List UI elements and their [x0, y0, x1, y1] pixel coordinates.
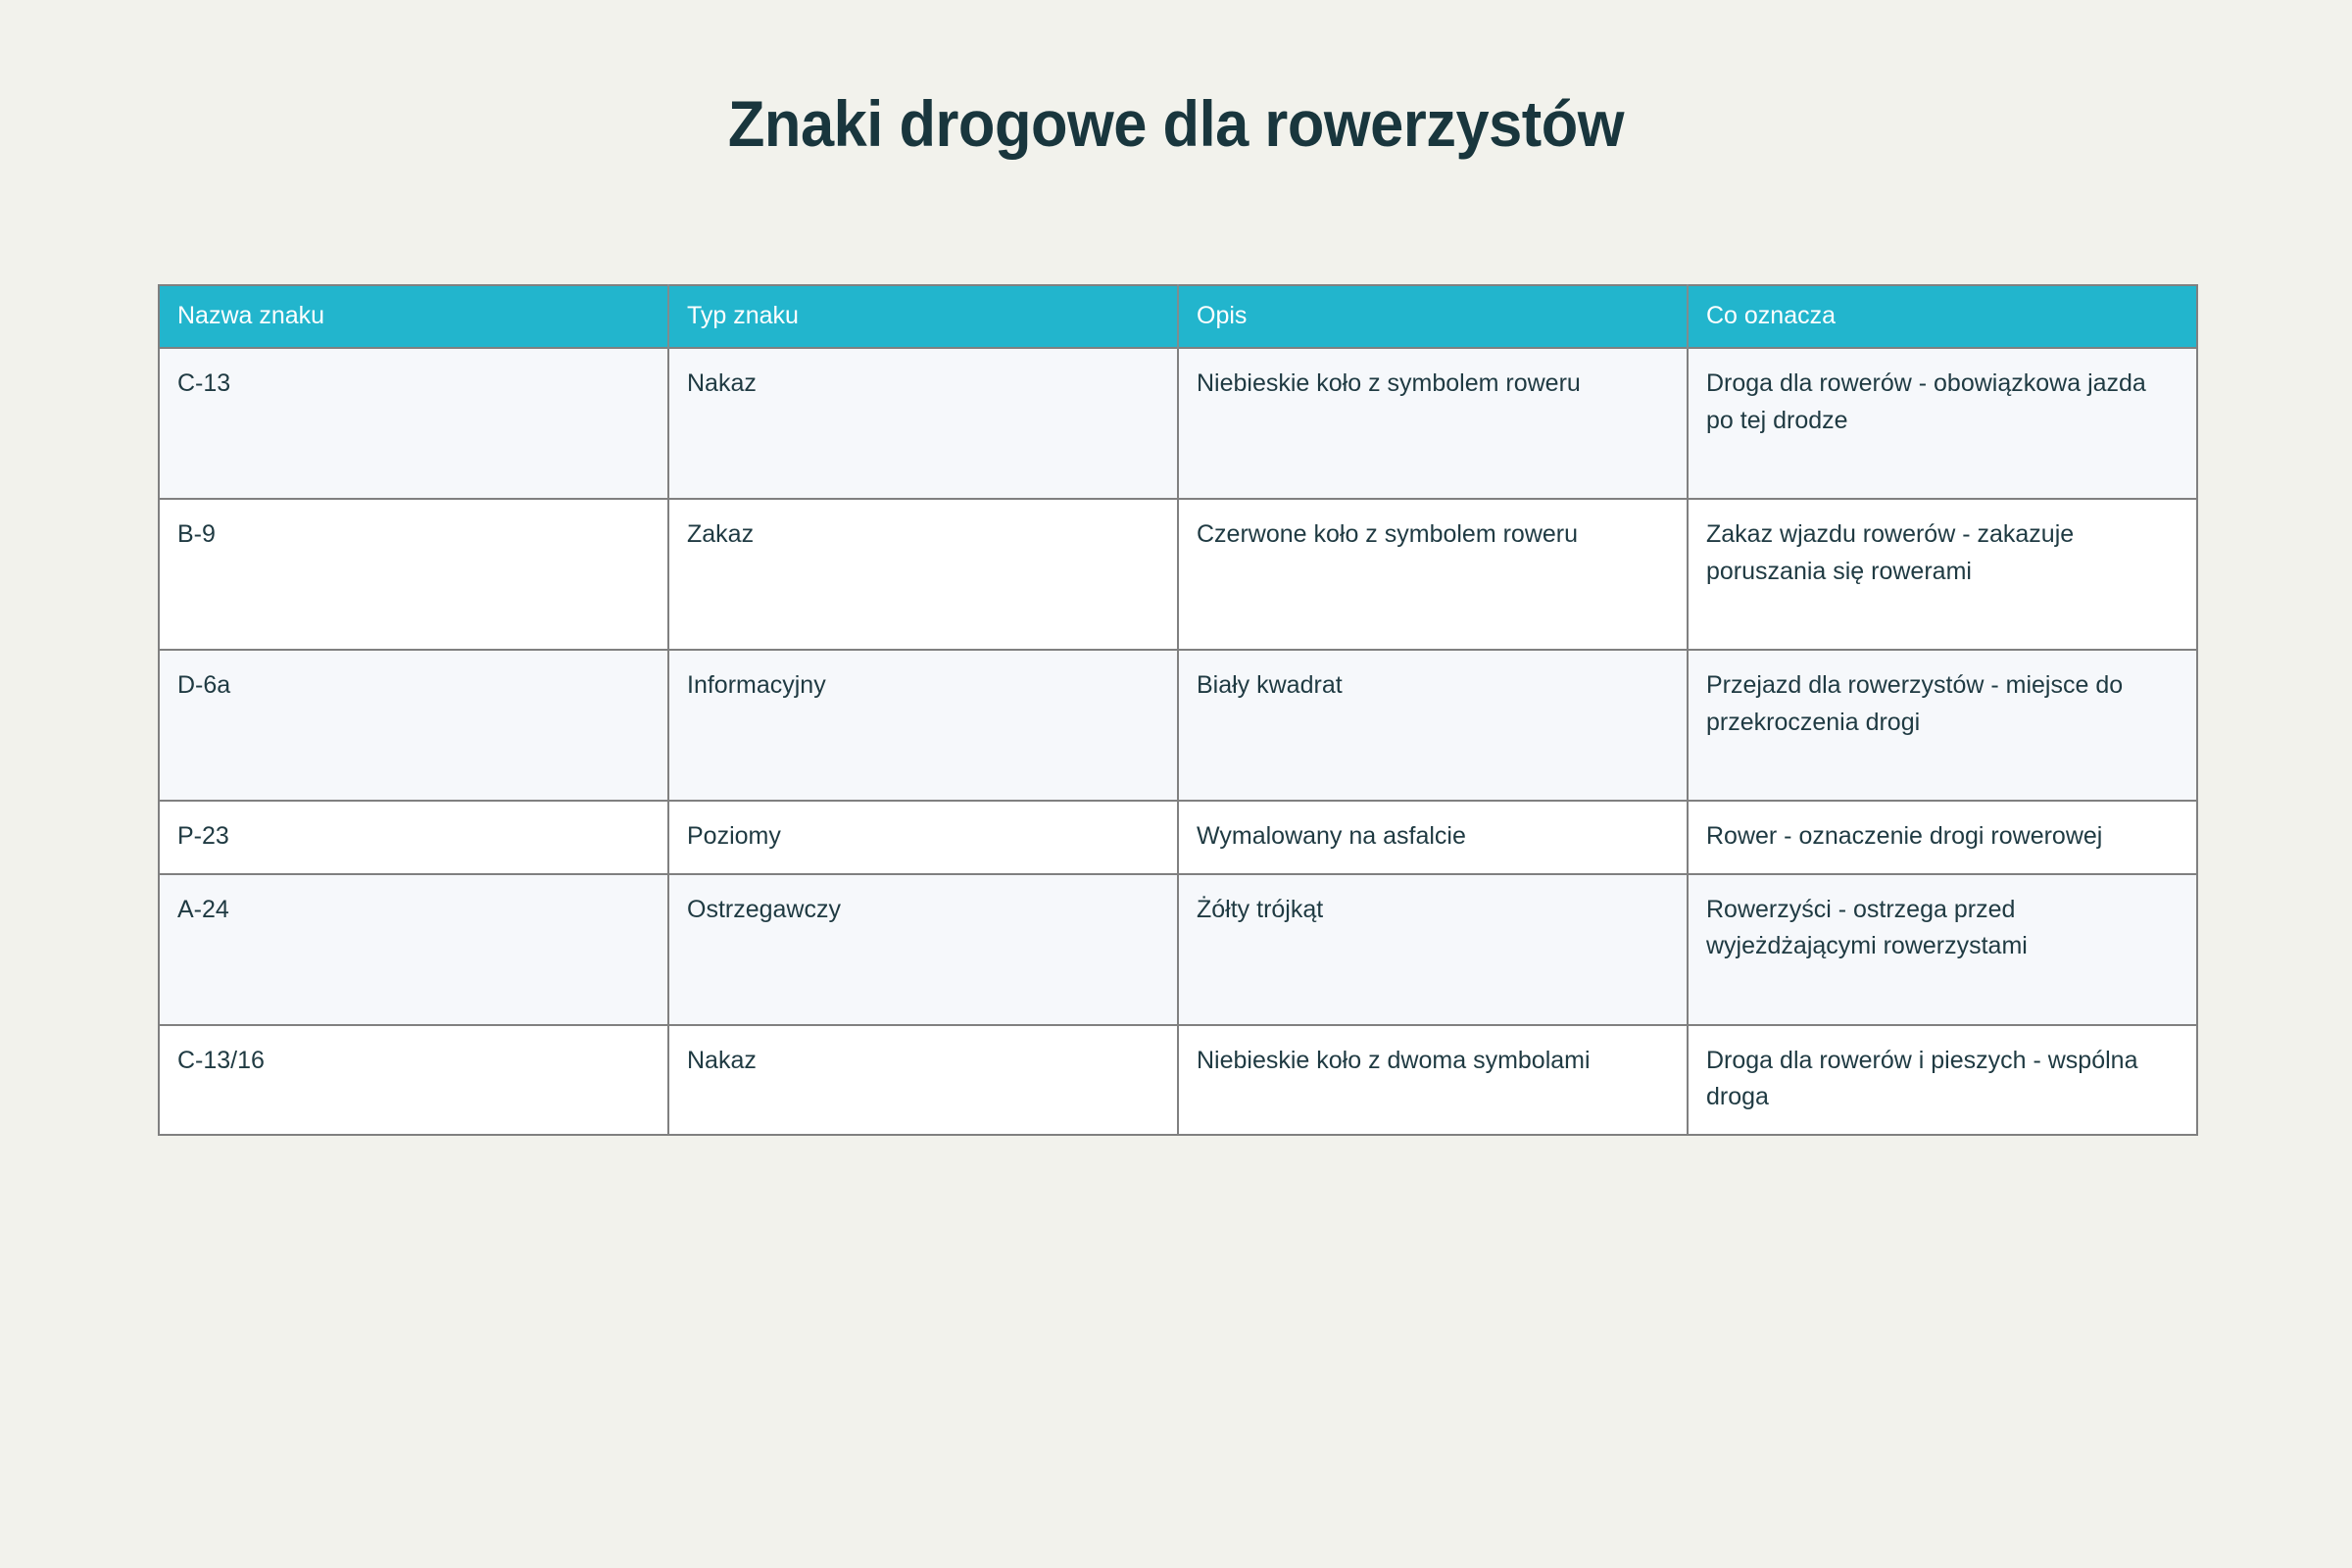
- cell-co-oznacza: Rower - oznaczenie drogi rowerowej: [1688, 801, 2197, 874]
- cell-typ-znaku: Poziomy: [668, 801, 1178, 874]
- column-header-co-oznacza: Co oznacza: [1688, 285, 2197, 348]
- cell-nazwa-znaku: A-24: [159, 874, 668, 1025]
- table-body: [159, 348, 2197, 1135]
- cell-nazwa-znaku: C-13: [159, 348, 668, 499]
- cell-co-oznacza: Przejazd dla rowerzystów - miejsce do przekroczenia drogi: [1688, 650, 2197, 801]
- signs-table-container: [158, 284, 2196, 1136]
- cell-typ-znaku: Informacyjny: [668, 650, 1178, 801]
- cell-opis: Wymalowany na asfalcie: [1178, 801, 1688, 874]
- column-header-opis: Opis: [1178, 285, 1688, 348]
- cell-opis: Niebieskie koło z symbolem roweru: [1178, 348, 1688, 499]
- cell-typ-znaku: Nakaz: [668, 348, 1178, 499]
- cell-nazwa-znaku: D-6a: [159, 650, 668, 801]
- cell-co-oznacza: Droga dla rowerów - obowiązkowa jazda po tej drodze: [1688, 348, 2197, 499]
- cell-nazwa-znaku: B-9: [159, 499, 668, 650]
- table-row: [159, 874, 2197, 1025]
- cell-typ-znaku: Ostrzegawczy: [668, 874, 1178, 1025]
- table-row: [159, 1025, 2197, 1135]
- column-header-nazwa-znaku: Nazwa znaku: [159, 285, 668, 348]
- cell-co-oznacza: Zakaz wjazdu rowerów - zakazuje poruszania się rowerami: [1688, 499, 2197, 650]
- cell-opis: Niebieskie koło z dwoma symbolami: [1178, 1025, 1688, 1135]
- table-row: [159, 801, 2197, 874]
- cell-opis: Żółty trójkąt: [1178, 874, 1688, 1025]
- table-row: [159, 348, 2197, 499]
- cell-nazwa-znaku: P-23: [159, 801, 668, 874]
- table-header: [159, 285, 2197, 348]
- column-header-typ-znaku: Typ znaku: [668, 285, 1178, 348]
- cell-nazwa-znaku: C-13/16: [159, 1025, 668, 1135]
- table-row: [159, 499, 2197, 650]
- page-title: Znaki drogowe dla rowerzystów: [727, 87, 1625, 161]
- cell-co-oznacza: Rowerzyści - ostrzega przed wyjeżdżającymi rowerzystami: [1688, 874, 2197, 1025]
- cell-opis: Biały kwadrat: [1178, 650, 1688, 801]
- road-signs-table: [158, 284, 2198, 1136]
- cell-co-oznacza: Droga dla rowerów i pieszych - wspólna droga: [1688, 1025, 2197, 1135]
- table-row: [159, 650, 2197, 801]
- cell-opis: Czerwone koło z symbolem roweru: [1178, 499, 1688, 650]
- cell-typ-znaku: Nakaz: [668, 1025, 1178, 1135]
- cell-typ-znaku: Zakaz: [668, 499, 1178, 650]
- table-header-row: [159, 285, 2197, 348]
